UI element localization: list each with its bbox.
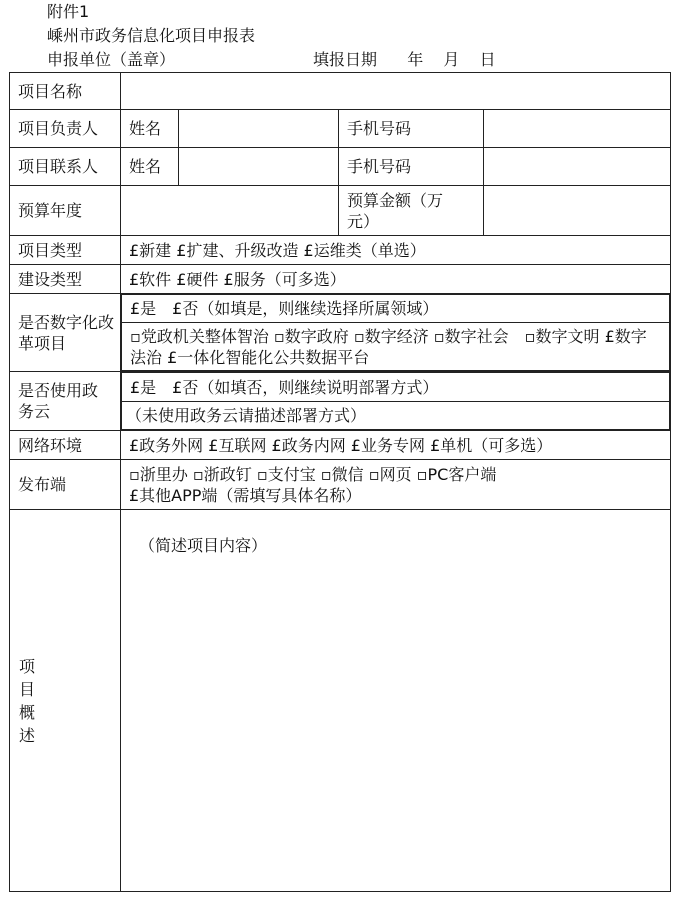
gov-cloud-cell <box>121 372 671 431</box>
contact-label: 项目联系人 <box>10 148 121 186</box>
row-digital-reform <box>10 294 671 372</box>
overview-label-char: 概 <box>19 702 36 722</box>
contact-name-field[interactable] <box>179 148 339 186</box>
project-type-options[interactable]: £新建 £扩建、升级改造 £运维类（单选） <box>121 236 671 265</box>
row-gov-cloud <box>10 372 671 431</box>
digital-reform-fields[interactable]: ▫党政机关整体智治 ▫数字政府 ▫数字经济 ▫数字社会 ▫数字文明 £数字法治 £一体化智能化公共数据平台 <box>122 323 670 371</box>
publish-options[interactable] <box>121 460 671 510</box>
row-budget <box>10 186 671 236</box>
gov-cloud-note[interactable]: （未使用政务云请描述部署方式） <box>122 402 670 430</box>
gov-cloud-label: 是否使用政务云 <box>10 372 121 431</box>
row-project-type <box>10 236 671 265</box>
digital-reform-yesno[interactable]: £是 £否（如填是，则继续选择所属领域） <box>122 295 670 323</box>
project-name-field[interactable] <box>121 73 671 110</box>
leader-phone-label: 手机号码 <box>339 110 484 148</box>
network-label: 网络环境 <box>10 431 121 460</box>
publish-options-line2: £其他APP端（需填写具体名称） <box>129 485 362 505</box>
digital-reform-label: 是否数字化改革项目 <box>10 294 121 372</box>
row-project-name <box>10 73 671 110</box>
build-type-options[interactable]: £软件 £硬件 £服务（可多选） <box>121 265 671 294</box>
build-type-label: 建设类型 <box>10 265 121 294</box>
overview-field[interactable] <box>121 510 671 892</box>
overview-label <box>10 510 121 892</box>
attachment-label: 附件1 <box>47 2 90 21</box>
publish-label: 发布端 <box>10 460 121 510</box>
digital-reform-subtable <box>121 294 670 371</box>
form-title: 嵊州市政务信息化项目申报表 <box>47 26 256 45</box>
leader-name-field[interactable] <box>179 110 339 148</box>
budget-amount-label: 预算金额（万元） <box>339 186 484 236</box>
budget-year-label: 预算年度 <box>10 186 121 236</box>
network-options[interactable]: £政务外网 £互联网 £政务内网 £业务专网 £单机（可多选） <box>121 431 671 460</box>
digital-reform-cell <box>121 294 671 372</box>
contact-name-label: 姓名 <box>121 148 179 186</box>
row-overview <box>10 510 671 892</box>
leader-label: 项目负责人 <box>10 110 121 148</box>
budget-amount-field[interactable] <box>484 186 671 236</box>
gov-cloud-yesno[interactable]: £是 £否（如填否，则继续说明部署方式） <box>122 373 670 402</box>
overview-label-char: 项 <box>19 656 36 676</box>
day-label: 日 <box>479 50 496 69</box>
leader-phone-field[interactable] <box>484 110 671 148</box>
project-name-label: 项目名称 <box>10 73 121 110</box>
row-network <box>10 431 671 460</box>
contact-phone-field[interactable] <box>484 148 671 186</box>
year-label: 年 <box>407 50 424 69</box>
unit-label: 申报单位（盖章） <box>47 50 176 69</box>
overview-label-char: 目 <box>19 679 36 699</box>
overview-label-char: 述 <box>19 725 36 745</box>
contact-phone-label: 手机号码 <box>339 148 484 186</box>
row-publish <box>10 460 671 510</box>
overview-hint: （简述项目内容） <box>139 536 268 555</box>
date-label: 填报日期 <box>313 50 378 69</box>
budget-year-field[interactable] <box>121 186 339 236</box>
leader-name-label: 姓名 <box>121 110 179 148</box>
row-build-type <box>10 265 671 294</box>
publish-options-line1: ▫浙里办 ▫浙政钉 ▫支付宝 ▫微信 ▫网页 ▫PC客户端 <box>129 464 497 484</box>
month-label: 月 <box>443 50 460 69</box>
gov-cloud-subtable <box>121 372 670 430</box>
row-leader <box>10 110 671 148</box>
project-type-label: 项目类型 <box>10 236 121 265</box>
date-line <box>313 49 496 71</box>
row-contact <box>10 148 671 186</box>
application-form-table <box>9 72 671 892</box>
